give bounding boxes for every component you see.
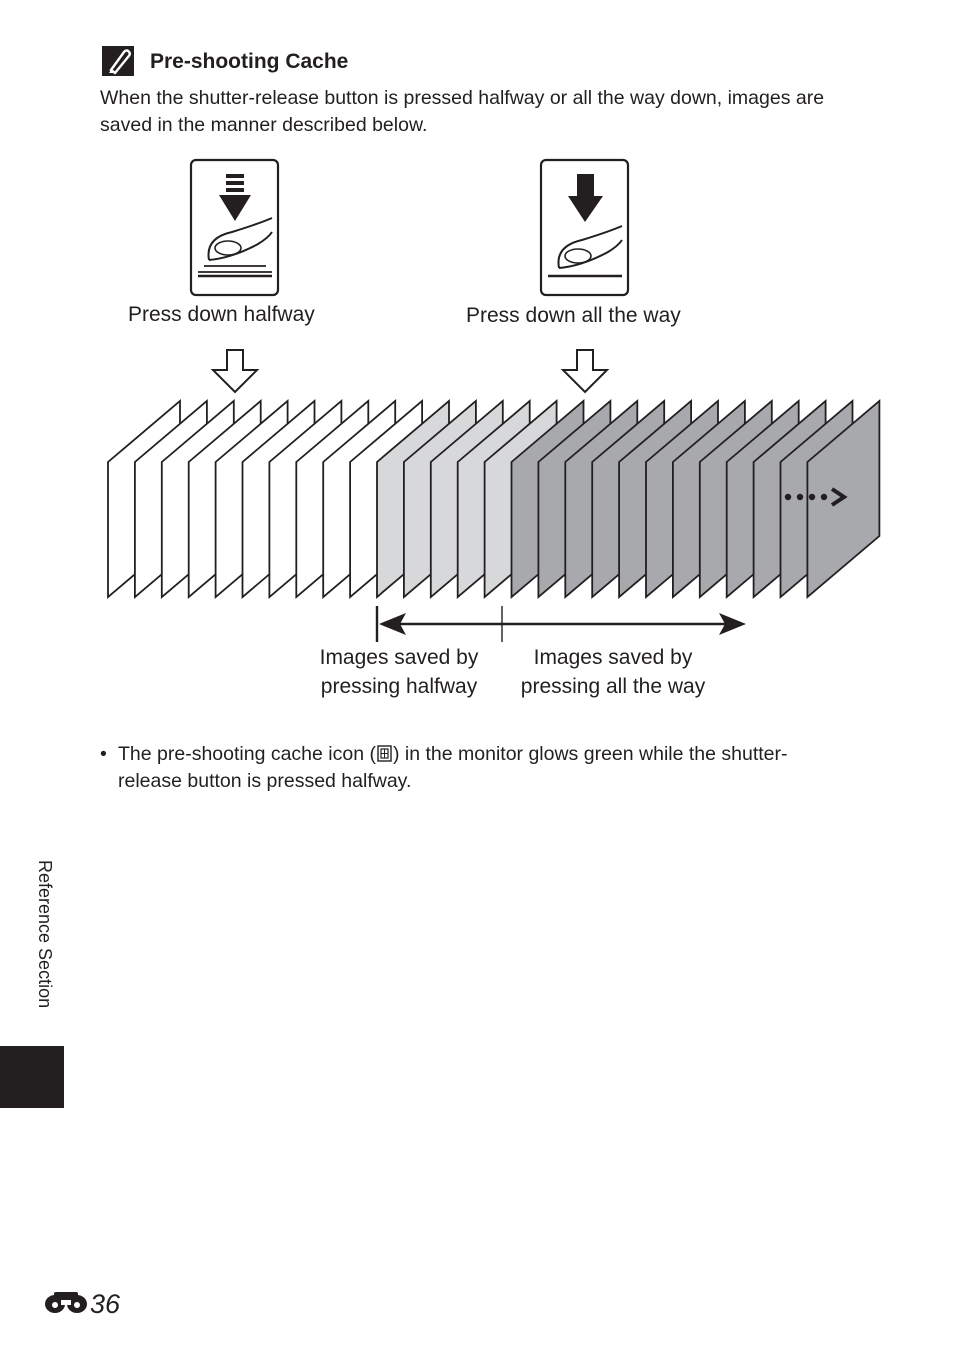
saved-halfway-label xyxy=(294,643,504,701)
down-arrow-full-icon xyxy=(563,350,607,392)
down-arrow-halfway-icon xyxy=(213,350,257,392)
section-title: Pre-shooting Cache xyxy=(150,50,349,73)
intro-paragraph: When the shutter-release button is pressed halfway or all the way down, images are saved in the manner described below. xyxy=(100,87,825,136)
bullet-text-before: The pre-shooting cache icon ( xyxy=(118,743,376,765)
pre-shooting-cache-diagram xyxy=(0,150,954,710)
saved-full-line2: pressing all the way xyxy=(520,675,706,698)
page-number: 36 xyxy=(90,1288,121,1319)
image-frames xyxy=(108,401,879,597)
bullet-text-after: ) in the monitor glows green while the shutter-release button is pressed halfway. xyxy=(118,743,788,792)
binoculars-icon xyxy=(44,1289,88,1320)
pencil-note-icon xyxy=(102,46,134,76)
pre-shooting-cache-icon xyxy=(377,743,392,760)
saved-full-label xyxy=(508,643,718,701)
shutter-full-icon xyxy=(541,160,628,295)
saved-halfway-line1: Images saved by xyxy=(319,646,479,669)
press-full-label: Press down all the way xyxy=(466,304,681,327)
bullet-text xyxy=(118,741,840,795)
press-halfway-label: Press down halfway xyxy=(128,303,315,326)
saved-full-line1: Images saved by xyxy=(533,646,693,669)
saved-range-arrow xyxy=(377,606,746,642)
saved-halfway-line2: pressing halfway xyxy=(320,675,478,698)
bullet-item xyxy=(100,741,840,795)
side-tab-marker xyxy=(0,1046,64,1108)
side-tab-label: Reference Section xyxy=(35,860,55,1009)
bullet-dot: • xyxy=(100,743,107,765)
shutter-halfway-icon xyxy=(191,160,278,295)
page-footer xyxy=(44,1288,120,1320)
